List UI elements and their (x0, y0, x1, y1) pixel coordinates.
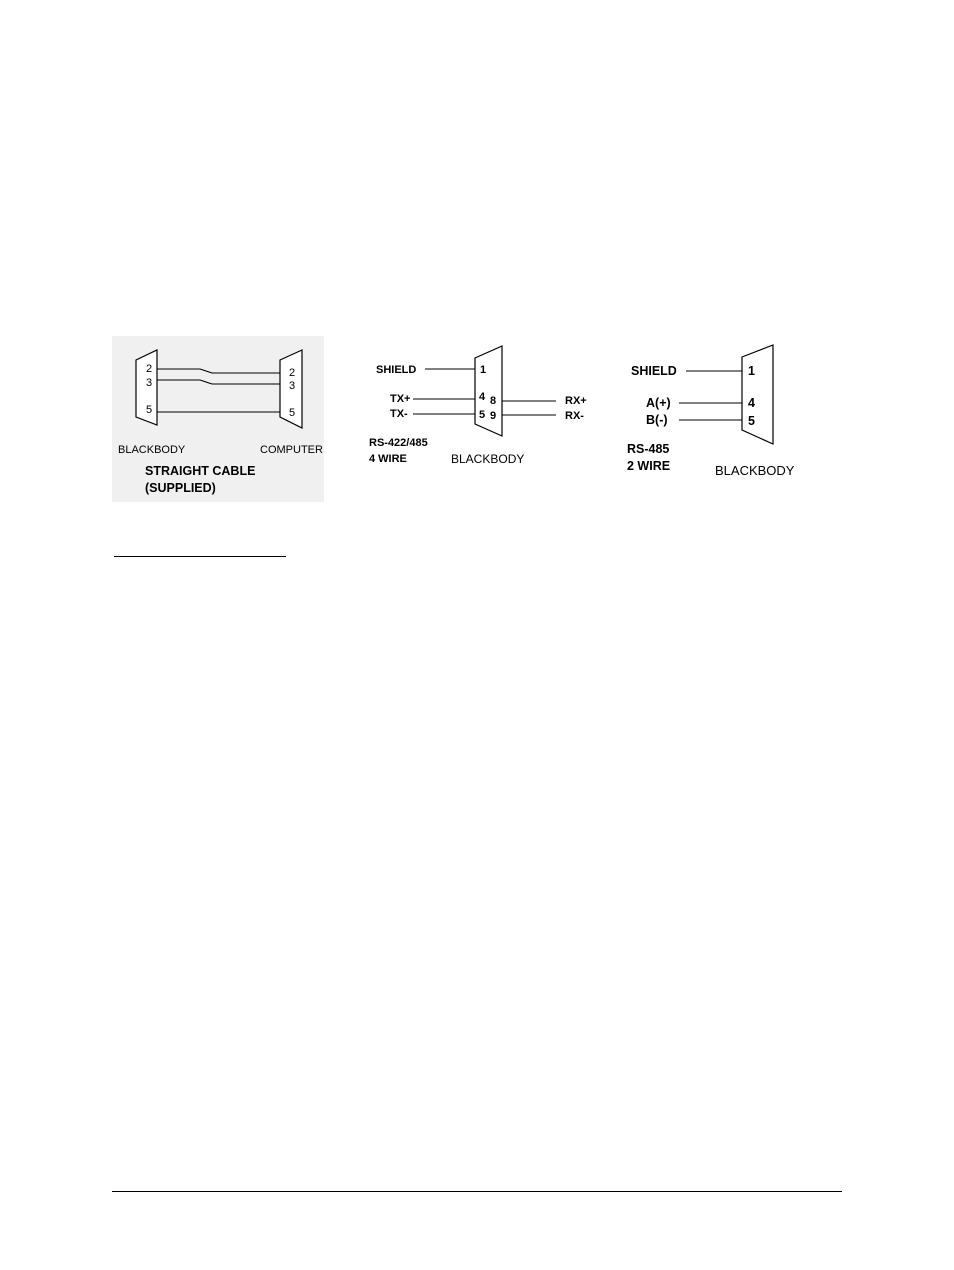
shield-label-2w: SHIELD (631, 364, 677, 378)
section-underline (114, 556, 286, 557)
device-label: BLACKBODY (451, 452, 525, 466)
pin8-label: 8 (490, 395, 497, 407)
mode-line1: RS-422/485 (369, 437, 428, 449)
caption-line2: (SUPPLIED) (145, 481, 216, 495)
left-pin-2: 2 (146, 363, 153, 375)
pin9-label: 9 (490, 410, 497, 422)
device-label-2w: BLACKBODY (715, 463, 795, 478)
rx-minus-label: RX- (565, 410, 584, 422)
computer-label: COMPUTER (260, 444, 323, 456)
mode-line2-2w: 2 WIRE (627, 459, 671, 473)
tx-plus-label: TX+ (390, 393, 411, 405)
right-pin-2: 2 (289, 367, 296, 379)
left-pin-5: 5 (146, 404, 153, 416)
pin4-label: 4 (479, 391, 486, 403)
pin1-label: 1 (480, 364, 487, 376)
pin1-label-2w: 1 (748, 364, 755, 378)
mode-line2: 4 WIRE (369, 453, 407, 465)
pin5-label-2w: 5 (748, 414, 755, 428)
a-plus-label: A(+) (646, 396, 671, 410)
caption-line1: STRAIGHT CABLE (145, 464, 256, 478)
b-minus-label: B(-) (646, 413, 668, 427)
footer-rule (112, 1191, 842, 1192)
left-pin-3: 3 (146, 377, 153, 389)
pin4-label-2w: 4 (748, 396, 755, 410)
pin5-label: 5 (479, 409, 486, 421)
shield-label: SHIELD (376, 364, 417, 376)
right-pin-3: 3 (289, 380, 296, 392)
blackbody-label: BLACKBODY (118, 444, 186, 456)
mode-line1-2w: RS-485 (627, 442, 670, 456)
blackbody-db9-connector-2wire (742, 345, 773, 444)
tx-minus-label: TX- (390, 408, 408, 420)
right-pin-5: 5 (289, 407, 296, 419)
rx-plus-label: RX+ (565, 395, 587, 407)
